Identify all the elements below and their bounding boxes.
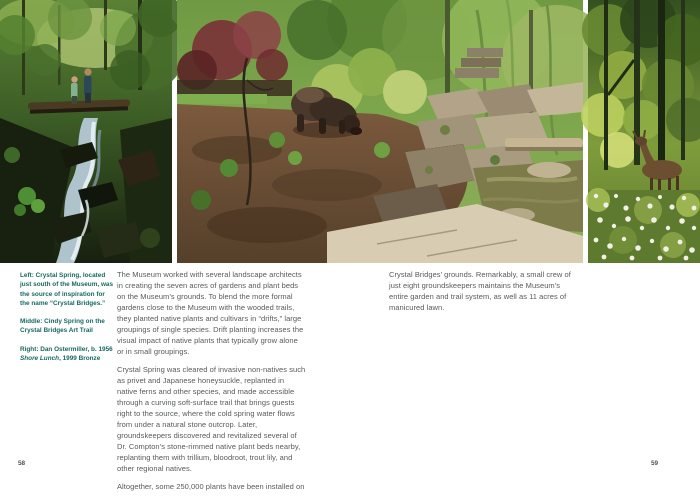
photo-captions — [20, 271, 114, 372]
waterfall-forest-illustration — [0, 0, 172, 263]
caption-right — [20, 345, 114, 364]
rock-garden-illustration — [177, 0, 583, 263]
body-text-column-1 — [117, 269, 306, 499]
photo-bear-sculpture-garden — [177, 0, 583, 263]
caption-artwork-title: Shore Lunch — [20, 355, 60, 363]
page-number-left: 58 — [18, 460, 26, 467]
photo-deer-wildflowers — [588, 0, 700, 263]
paragraph-drift-planting: The Museum worked with several landscape architects in creating the seven acres of gardens and plant beds on the Museum’s grounds. To blend the more formal gardens close to the Museum with the wooded trails, they planted native plants and cultivars in “drifts,” large groupings of single species. Drift planting increases the visual impact of native plants that typically grow alone or in small groupings. — [117, 270, 304, 356]
deer-meadow-illustration — [588, 0, 700, 263]
caption-middle: Middle: Cindy Spring on the Crystal Bridges Art Trail — [20, 318, 105, 335]
paragraph-plants-installed: Altogether, some 250,000 plants have been installed on — [117, 482, 305, 491]
caption-left: Left: Crystal Spring, located just south of the Museum, was the source of inspiration for the name “Crystal Bridges.” — [20, 272, 114, 307]
caption-right-prefix: Right: Dan Ostermiller, b. 1956 — [20, 345, 113, 353]
body-text-column-2 — [389, 269, 581, 320]
paragraph-crystal-spring: Crystal Spring was cleared of invasive non-natives such as privet and Japanese honeysuckle, replanted in native ferns and other species, and made accessible through a curving soft-surface trail that brings guests right to the source, where the cold spring water flows from under a natural stone outcrop. Later, groundskeepers discovered and revitalized several of Dr. Compton’s stone-rimmed native plant beds nearby, replanting them with trillium, bloodroot, trout lily, and other regional natives. — [117, 365, 306, 473]
page-number-right: 59 — [651, 460, 659, 467]
photo-crystal-spring-waterfall — [0, 0, 172, 263]
caption-right-suffix: , 1999 Bronze — [59, 355, 101, 363]
paragraph-groundskeepers: Crystal Bridges’ grounds. Remarkably, a small crew of just eight groundskeepers maintains the Museum’s entire garden and trail system, as well as 11 acres of manicured lawn. — [389, 270, 571, 312]
